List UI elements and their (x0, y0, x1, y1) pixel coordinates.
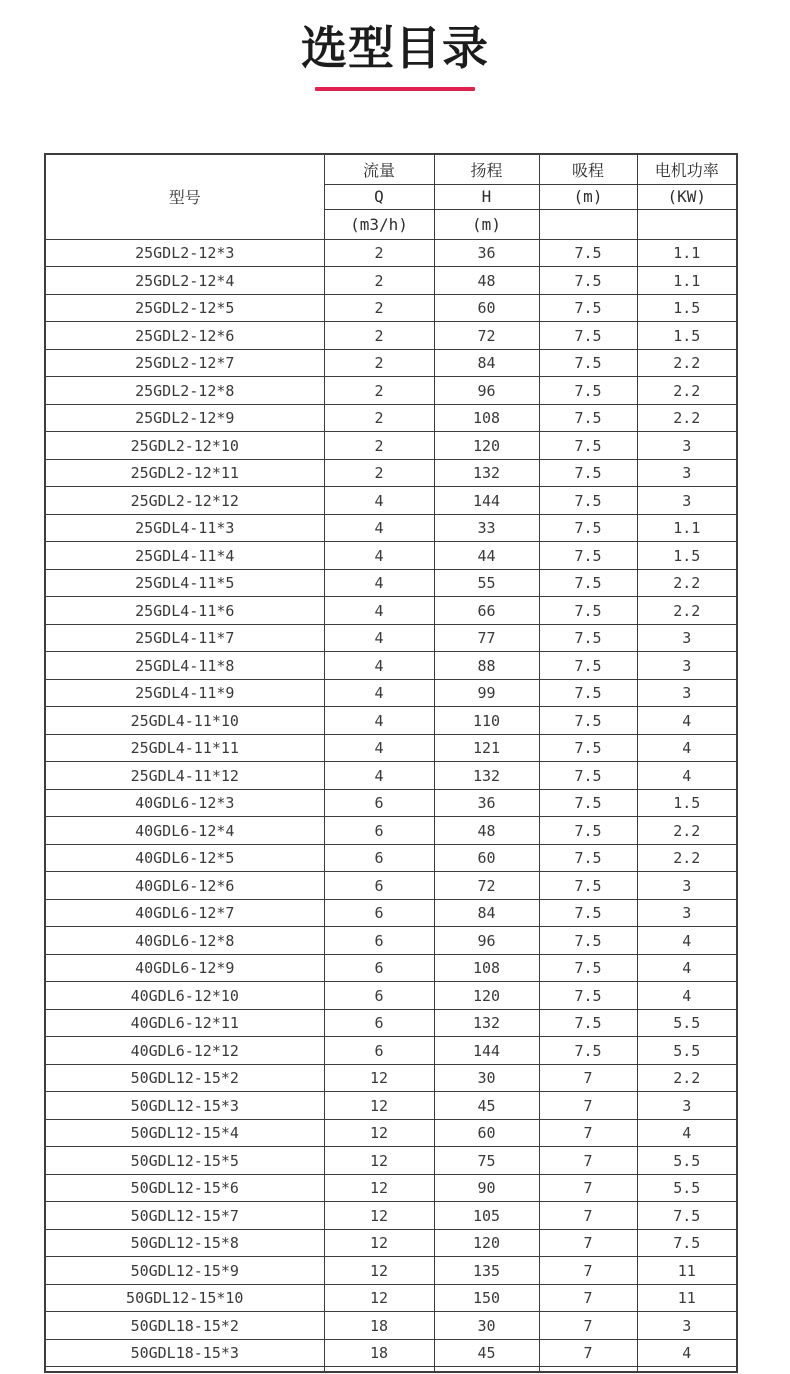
table-body (45, 239, 737, 1372)
flow-cell: 4 (324, 652, 434, 680)
table-row (45, 1147, 737, 1175)
head-cell: 36 (434, 789, 539, 817)
head-cell: 144 (434, 487, 539, 515)
suction-cell: 7.5 (539, 927, 637, 955)
flow-cell: 12 (324, 1119, 434, 1147)
power-cell: 1.1 (637, 514, 737, 542)
table-row (45, 624, 737, 652)
table-row (45, 899, 737, 927)
table-row (45, 1009, 737, 1037)
flow-cell: 2 (324, 239, 434, 267)
column-symbol-flow: Q (324, 184, 434, 209)
model-cell: 40GDL6-12*3 (45, 789, 324, 817)
head-cell: 45 (434, 1339, 539, 1367)
head-cell: 55 (434, 569, 539, 597)
power-cell: 4 (637, 707, 737, 735)
empty-cell (324, 1367, 434, 1372)
flow-cell: 4 (324, 624, 434, 652)
power-cell: 1.5 (637, 542, 737, 570)
flow-cell: 12 (324, 1257, 434, 1285)
model-cell: 50GDL12-15*2 (45, 1064, 324, 1092)
model-cell: 40GDL6-12*11 (45, 1009, 324, 1037)
power-cell: 4 (637, 762, 737, 790)
page-title: 选型目录 (301, 22, 489, 74)
head-cell: 120 (434, 432, 539, 460)
head-cell: 108 (434, 404, 539, 432)
flow-cell: 2 (324, 322, 434, 350)
flow-cell: 2 (324, 294, 434, 322)
table-row (45, 872, 737, 900)
suction-cell: 7.5 (539, 404, 637, 432)
title-underline-divider (315, 87, 475, 91)
flow-cell: 6 (324, 844, 434, 872)
flow-cell: 6 (324, 982, 434, 1010)
power-cell: 3 (637, 872, 737, 900)
suction-cell: 7.5 (539, 569, 637, 597)
flow-cell: 4 (324, 679, 434, 707)
head-cell: 33 (434, 514, 539, 542)
empty-header-cell (637, 209, 737, 239)
power-cell: 3 (637, 487, 737, 515)
flow-cell: 4 (324, 734, 434, 762)
power-cell: 2.2 (637, 377, 737, 405)
model-cell: 40GDL6-12*8 (45, 927, 324, 955)
table-row (45, 1064, 737, 1092)
table-row (45, 542, 737, 570)
flow-cell: 6 (324, 1009, 434, 1037)
power-cell: 4 (637, 927, 737, 955)
suction-cell: 7.5 (539, 872, 637, 900)
model-cell: 40GDL6-12*12 (45, 1037, 324, 1065)
suction-cell: 7 (539, 1229, 637, 1257)
suction-cell: 7.5 (539, 542, 637, 570)
suction-cell: 7.5 (539, 267, 637, 295)
column-header-suction: 吸程 (539, 154, 637, 185)
model-cell: 25GDL4-11*12 (45, 762, 324, 790)
suction-cell: 7 (539, 1119, 637, 1147)
model-cell: 50GDL12-15*8 (45, 1229, 324, 1257)
model-cell: 25GDL4-11*10 (45, 707, 324, 735)
model-cell: 40GDL6-12*4 (45, 817, 324, 845)
model-cell: 25GDL4-11*3 (45, 514, 324, 542)
table-row (45, 1174, 737, 1202)
suction-cell: 7.5 (539, 514, 637, 542)
head-cell: 120 (434, 1229, 539, 1257)
flow-cell: 6 (324, 789, 434, 817)
head-cell: 132 (434, 762, 539, 790)
head-cell: 44 (434, 542, 539, 570)
head-cell: 72 (434, 322, 539, 350)
head-cell: 144 (434, 1037, 539, 1065)
table-row (45, 294, 737, 322)
suction-cell: 7 (539, 1284, 637, 1312)
flow-cell: 4 (324, 707, 434, 735)
table-row (45, 1202, 737, 1230)
table-row (45, 762, 737, 790)
table-row (45, 1229, 737, 1257)
power-cell: 1.5 (637, 294, 737, 322)
flow-cell: 2 (324, 349, 434, 377)
power-cell: 4 (637, 982, 737, 1010)
suction-cell: 7.5 (539, 1037, 637, 1065)
suction-cell: 7.5 (539, 652, 637, 680)
flow-cell: 2 (324, 267, 434, 295)
empty-header-cell (539, 209, 637, 239)
table-row (45, 597, 737, 625)
table-row (45, 514, 737, 542)
model-cell: 25GDL2-12*5 (45, 294, 324, 322)
flow-cell: 4 (324, 597, 434, 625)
flow-cell: 18 (324, 1312, 434, 1340)
power-cell: 7.5 (637, 1202, 737, 1230)
head-cell: 135 (434, 1257, 539, 1285)
head-cell: 99 (434, 679, 539, 707)
head-cell: 60 (434, 844, 539, 872)
head-cell: 121 (434, 734, 539, 762)
head-cell: 45 (434, 1092, 539, 1120)
flow-cell: 12 (324, 1284, 434, 1312)
header-row-labels (45, 154, 737, 185)
head-cell: 77 (434, 624, 539, 652)
power-cell: 1.1 (637, 267, 737, 295)
table-header (45, 154, 737, 240)
table-row (45, 789, 737, 817)
table-row (45, 349, 737, 377)
suction-cell: 7.5 (539, 789, 637, 817)
model-cell: 40GDL6-12*6 (45, 872, 324, 900)
suction-cell: 7.5 (539, 817, 637, 845)
power-cell: 1.5 (637, 789, 737, 817)
head-cell: 72 (434, 872, 539, 900)
flow-cell: 4 (324, 514, 434, 542)
model-cell: 50GDL18-15*2 (45, 1312, 324, 1340)
power-cell: 2.2 (637, 844, 737, 872)
head-cell: 150 (434, 1284, 539, 1312)
power-cell: 5.5 (637, 1037, 737, 1065)
head-cell: 48 (434, 267, 539, 295)
head-cell: 88 (434, 652, 539, 680)
suction-cell: 7.5 (539, 239, 637, 267)
table-row (45, 982, 737, 1010)
model-cell: 40GDL6-12*9 (45, 954, 324, 982)
flow-cell: 2 (324, 404, 434, 432)
power-cell: 1.5 (637, 322, 737, 350)
table-row (45, 1257, 737, 1285)
table-row (45, 927, 737, 955)
flow-cell: 4 (324, 569, 434, 597)
model-cell: 25GDL2-12*9 (45, 404, 324, 432)
column-unit-flow: (m3/h) (324, 209, 434, 239)
power-cell: 3 (637, 679, 737, 707)
head-cell: 66 (434, 597, 539, 625)
model-cell: 50GDL12-15*3 (45, 1092, 324, 1120)
table-row (45, 404, 737, 432)
table-row (45, 652, 737, 680)
suction-cell: 7.5 (539, 679, 637, 707)
head-cell: 36 (434, 239, 539, 267)
suction-cell: 7.5 (539, 597, 637, 625)
column-header-power: 电机功率 (637, 154, 737, 185)
model-cell: 25GDL2-12*10 (45, 432, 324, 460)
head-cell: 105 (434, 1202, 539, 1230)
power-cell: 11 (637, 1257, 737, 1285)
table-row (45, 707, 737, 735)
suction-cell: 7 (539, 1064, 637, 1092)
model-cell: 25GDL2-12*4 (45, 267, 324, 295)
flow-cell: 4 (324, 487, 434, 515)
model-cell: 40GDL6-12*7 (45, 899, 324, 927)
power-cell: 4 (637, 1339, 737, 1367)
head-cell: 110 (434, 707, 539, 735)
power-cell: 1.1 (637, 239, 737, 267)
suction-cell: 7.5 (539, 762, 637, 790)
head-cell: 84 (434, 899, 539, 927)
power-cell: 7.5 (637, 1229, 737, 1257)
model-cell: 50GDL12-15*10 (45, 1284, 324, 1312)
flow-cell: 4 (324, 762, 434, 790)
model-cell: 25GDL2-12*7 (45, 349, 324, 377)
flow-cell: 2 (324, 459, 434, 487)
model-cell: 25GDL2-12*6 (45, 322, 324, 350)
power-cell: 3 (637, 899, 737, 927)
suction-cell: 7 (539, 1257, 637, 1285)
head-cell: 108 (434, 954, 539, 982)
table-row (45, 1339, 737, 1367)
selection-catalog-table (44, 153, 738, 1373)
model-cell: 25GDL2-12*3 (45, 239, 324, 267)
table-row (45, 1037, 737, 1065)
flow-cell: 18 (324, 1339, 434, 1367)
model-cell: 40GDL6-12*5 (45, 844, 324, 872)
model-cell: 25GDL4-11*4 (45, 542, 324, 570)
power-cell: 2.2 (637, 597, 737, 625)
suction-cell: 7.5 (539, 377, 637, 405)
head-cell: 60 (434, 1119, 539, 1147)
suction-cell: 7.5 (539, 487, 637, 515)
model-cell: 25GDL4-11*6 (45, 597, 324, 625)
model-cell: 25GDL2-12*11 (45, 459, 324, 487)
empty-cell (637, 1367, 737, 1372)
head-cell: 90 (434, 1174, 539, 1202)
model-cell: 25GDL2-12*8 (45, 377, 324, 405)
flow-cell: 12 (324, 1202, 434, 1230)
flow-cell: 6 (324, 817, 434, 845)
model-cell: 50GDL18-15*3 (45, 1339, 324, 1367)
table-row (45, 267, 737, 295)
suction-cell: 7 (539, 1202, 637, 1230)
power-cell: 2.2 (637, 349, 737, 377)
power-cell: 3 (637, 459, 737, 487)
model-cell: 25GDL4-11*7 (45, 624, 324, 652)
suction-cell: 7.5 (539, 624, 637, 652)
suction-cell: 7.5 (539, 432, 637, 460)
table-row (45, 1284, 737, 1312)
column-unit-head: (m) (434, 209, 539, 239)
head-cell: 132 (434, 1009, 539, 1037)
flow-cell: 6 (324, 872, 434, 900)
suction-cell: 7.5 (539, 322, 637, 350)
power-cell: 4 (637, 1119, 737, 1147)
head-cell: 60 (434, 294, 539, 322)
suction-cell: 7.5 (539, 844, 637, 872)
suction-cell: 7.5 (539, 899, 637, 927)
power-cell: 3 (637, 1312, 737, 1340)
column-header-model: 型号 (45, 154, 324, 240)
table-row (45, 377, 737, 405)
empty-cell (45, 1367, 324, 1372)
empty-cell (539, 1367, 637, 1372)
power-cell: 11 (637, 1284, 737, 1312)
table-row (45, 569, 737, 597)
table-row (45, 322, 737, 350)
power-cell: 3 (637, 1092, 737, 1120)
head-cell: 30 (434, 1064, 539, 1092)
head-cell: 132 (434, 459, 539, 487)
model-cell: 25GDL4-11*8 (45, 652, 324, 680)
suction-cell: 7.5 (539, 982, 637, 1010)
power-cell: 4 (637, 734, 737, 762)
model-cell: 25GDL4-11*11 (45, 734, 324, 762)
suction-cell: 7.5 (539, 459, 637, 487)
table-row (45, 1092, 737, 1120)
suction-cell: 7 (539, 1339, 637, 1367)
suction-cell: 7.5 (539, 349, 637, 377)
table-row (45, 679, 737, 707)
head-cell: 96 (434, 927, 539, 955)
head-cell: 120 (434, 982, 539, 1010)
table-row (45, 844, 737, 872)
power-cell: 5.5 (637, 1147, 737, 1175)
model-cell: 40GDL6-12*10 (45, 982, 324, 1010)
model-cell: 25GDL4-11*9 (45, 679, 324, 707)
suction-cell: 7 (539, 1312, 637, 1340)
empty-cell (434, 1367, 539, 1372)
model-cell: 50GDL12-15*4 (45, 1119, 324, 1147)
flow-cell: 6 (324, 1037, 434, 1065)
flow-cell: 12 (324, 1174, 434, 1202)
suction-cell: 7 (539, 1174, 637, 1202)
table-row (45, 459, 737, 487)
flow-cell: 2 (324, 432, 434, 460)
model-cell: 25GDL2-12*12 (45, 487, 324, 515)
flow-cell: 2 (324, 377, 434, 405)
table-row (45, 239, 737, 267)
model-cell: 50GDL12-15*9 (45, 1257, 324, 1285)
column-header-flow: 流量 (324, 154, 434, 185)
power-cell: 3 (637, 432, 737, 460)
table-row (45, 1119, 737, 1147)
table-row (45, 734, 737, 762)
model-cell: 50GDL12-15*6 (45, 1174, 324, 1202)
flow-cell: 12 (324, 1064, 434, 1092)
flow-cell: 12 (324, 1229, 434, 1257)
suction-cell: 7.5 (539, 734, 637, 762)
flow-cell: 6 (324, 954, 434, 982)
suction-cell: 7.5 (539, 1009, 637, 1037)
head-cell: 84 (434, 349, 539, 377)
suction-cell: 7 (539, 1147, 637, 1175)
suction-cell: 7.5 (539, 294, 637, 322)
table-row-cutoff (45, 1367, 737, 1372)
head-cell: 30 (434, 1312, 539, 1340)
power-cell: 4 (637, 954, 737, 982)
head-cell: 48 (434, 817, 539, 845)
column-unit-suction: (m) (539, 184, 637, 209)
power-cell: 2.2 (637, 817, 737, 845)
column-header-head: 扬程 (434, 154, 539, 185)
flow-cell: 4 (324, 542, 434, 570)
suction-cell: 7 (539, 1092, 637, 1120)
flow-cell: 6 (324, 927, 434, 955)
head-cell: 75 (434, 1147, 539, 1175)
flow-cell: 12 (324, 1092, 434, 1120)
suction-cell: 7.5 (539, 954, 637, 982)
power-cell: 2.2 (637, 1064, 737, 1092)
head-cell: 96 (434, 377, 539, 405)
power-cell: 3 (637, 652, 737, 680)
power-cell: 3 (637, 624, 737, 652)
table-row (45, 1312, 737, 1340)
model-cell: 50GDL12-15*5 (45, 1147, 324, 1175)
flow-cell: 6 (324, 899, 434, 927)
column-unit-power: (KW) (637, 184, 737, 209)
model-cell: 25GDL4-11*5 (45, 569, 324, 597)
power-cell: 5.5 (637, 1174, 737, 1202)
power-cell: 2.2 (637, 569, 737, 597)
power-cell: 2.2 (637, 404, 737, 432)
column-symbol-head: H (434, 184, 539, 209)
table-row (45, 487, 737, 515)
model-cell: 50GDL12-15*7 (45, 1202, 324, 1230)
table-row (45, 432, 737, 460)
table-row (45, 817, 737, 845)
flow-cell: 12 (324, 1147, 434, 1175)
power-cell: 5.5 (637, 1009, 737, 1037)
table-row (45, 954, 737, 982)
suction-cell: 7.5 (539, 707, 637, 735)
